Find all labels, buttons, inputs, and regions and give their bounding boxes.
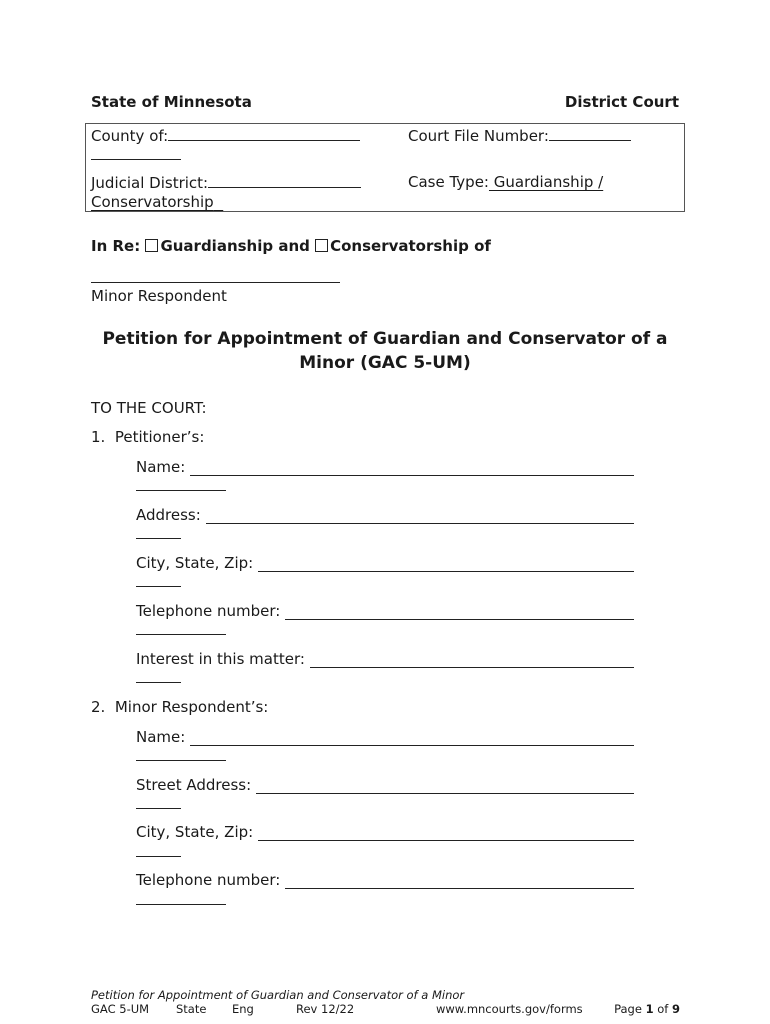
petitioner-phone-field[interactable] [136,602,634,620]
petitioner-interest-label: Interest in this matter: [136,650,305,668]
petitioner-address-blank[interactable] [206,508,634,524]
guardianship-option: Guardianship and [160,237,316,255]
county-field[interactable] [91,126,360,145]
petitioner-city-label: City, State, Zip: [136,554,254,572]
court-heading: District Court [564,93,679,111]
respondent-name-field[interactable] [136,728,634,746]
footer-form-code: GAC 5-UM [91,1002,150,1016]
petitioner-name-blank-continued [136,489,226,491]
section-2-heading: 2. Minor Respondent’s: [91,698,269,716]
footer-revision: Rev 12/22 [296,1002,355,1016]
county-blank[interactable] [168,126,360,141]
respondent-name-line[interactable] [190,730,634,746]
case-type-label: Case Type: [408,173,489,191]
footer-website[interactable]: www.mncourts.gov/forms [436,1002,583,1016]
petitioner-interest-field[interactable] [136,650,634,668]
to-the-court: TO THE COURT: [91,399,207,417]
state-heading: State of Minnesota [91,93,252,111]
petitioner-city-field[interactable] [136,554,634,572]
petitioner-phone-label: Telephone number: [136,602,281,620]
petitioner-phone-blank-continued [136,633,226,635]
petitioner-address-label: Address: [136,506,201,524]
in-re-line: In Re: Guardianship and Conservatorship of [91,237,491,255]
conservatorship-option: Conservatorship of [330,237,491,255]
respondent-name-blank[interactable] [91,281,340,283]
conservatorship-checkbox[interactable] [315,239,328,252]
court-file-label: Court File Number: [408,127,549,145]
petitioner-name-blank[interactable] [190,460,634,476]
respondent-name-label: Name: [136,728,186,746]
case-type-value: Guardianship / [488,173,604,191]
court-file-blank[interactable] [549,126,631,141]
footer-page-number: Page 1 of 9 [614,1002,680,1016]
respondent-name-line-continued [136,759,226,761]
respondent-phone-blank[interactable] [285,873,634,889]
respondent-address-blank-continued [136,807,181,809]
respondent-city-blank-continued [136,855,181,857]
county-blank-continued [91,158,181,160]
judicial-district-blank[interactable] [208,173,361,188]
judicial-district-field[interactable] [91,173,361,192]
footer-form-title: Petition for Appointment of Guardian and Conservator of a Minor [91,988,465,1002]
respondent-phone-field[interactable] [136,871,634,889]
petitioner-name-field[interactable] [136,458,634,476]
case-type-value-continued: Conservatorship [91,193,214,211]
respondent-city-blank[interactable] [258,825,634,841]
respondent-address-blank[interactable] [256,778,634,794]
petitioner-phone-blank[interactable] [285,604,634,620]
respondent-city-label: City, State, Zip: [136,823,254,841]
respondent-city-field[interactable] [136,823,634,841]
court-file-field[interactable] [408,126,631,145]
footer-language: Eng [232,1002,254,1016]
respondent-address-field[interactable] [136,776,634,794]
respondent-phone-label: Telephone number: [136,871,281,889]
petitioner-address-field[interactable] [136,506,634,524]
petitioner-address-blank-continued [136,537,181,539]
petitioner-city-blank[interactable] [258,556,634,572]
petitioner-name-label: Name: [136,458,186,476]
county-label: County of: [91,127,169,145]
respondent-caption: Minor Respondent [91,287,227,305]
respondent-address-label: Street Address: [136,776,252,794]
petitioner-interest-blank-continued [136,681,181,683]
guardianship-checkbox[interactable] [145,239,158,252]
petitioner-city-blank-continued [136,585,181,587]
footer-jurisdiction: State [176,1002,207,1016]
page-title: Petition for Appointment of Guardian and Conservator of a Minor (GAC 5-UM) [102,329,668,373]
case-type-field [408,173,603,191]
judicial-district-label: Judicial District: [91,174,209,192]
petitioner-interest-blank[interactable] [310,652,634,668]
respondent-phone-blank-continued [136,903,226,905]
section-1-heading: 1. Petitioner’s: [91,428,205,446]
